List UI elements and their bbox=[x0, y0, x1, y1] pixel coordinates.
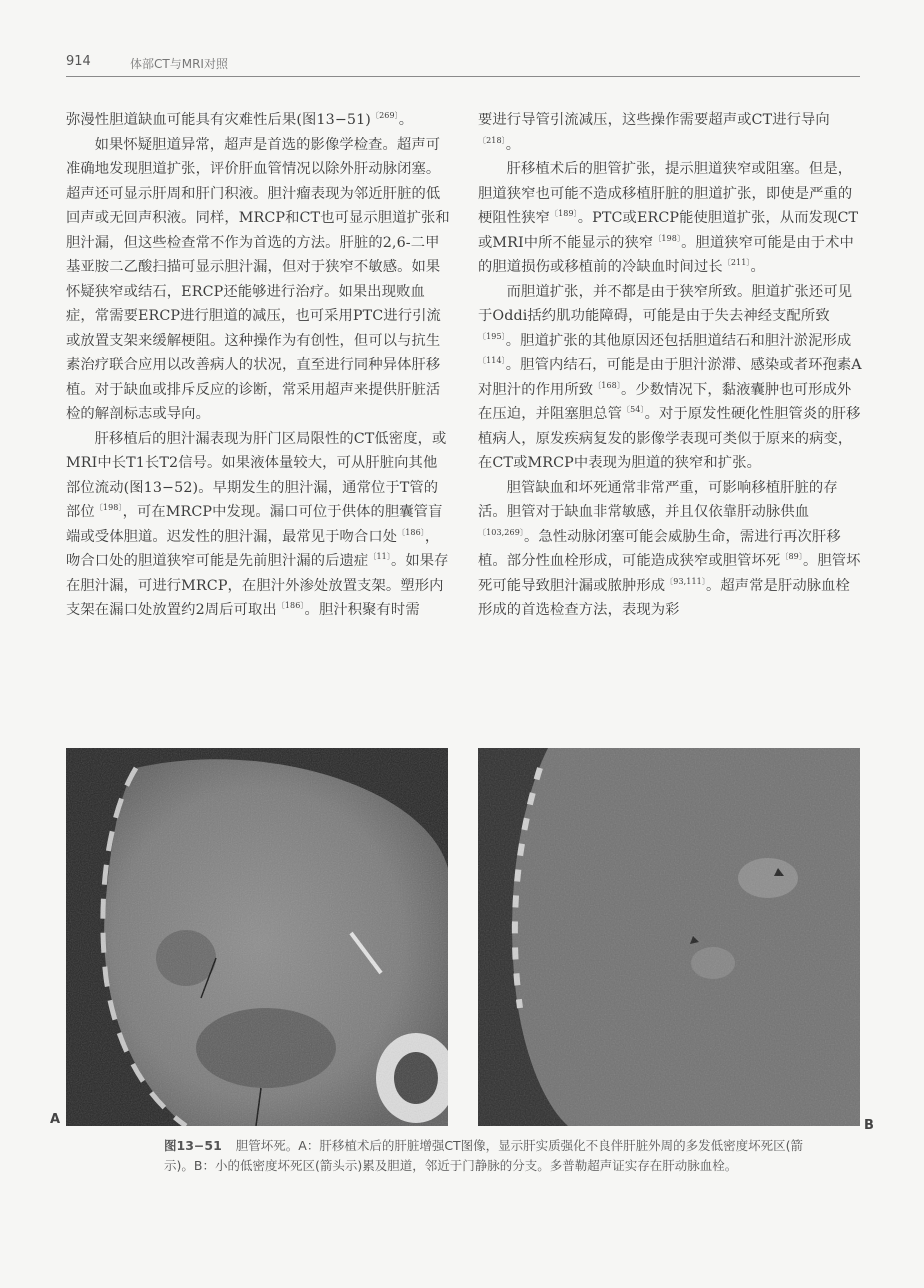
page-header bbox=[66, 54, 860, 77]
right-column bbox=[478, 108, 862, 623]
ct-image-a bbox=[66, 748, 448, 1126]
ct-image-b-graphic bbox=[478, 748, 860, 1126]
paragraph: 如果怀疑胆道异常，超声是首选的影像学检查。超声可准确地发现胆道扩张，评价肝血管情况以除外肝动脉闭塞。超声还可显示肝周和肝门积液。胆汁瘤表现为邻近肝脏的低回声或无回声积液。同样，MRCP和CT也可显示胆道扩张和胆汁漏，但这些检查常不作为首选的方法。肝脏的2,6-二甲基亚胺二乙酸扫描可显示胆汁漏，但对于狭窄不敏感。如果怀疑狭窄或结石，ERCP还能够进行治疗。如果出现败血症，常需要ERCP进行胆道的减压，也可采用PTC进行引流或放置支架来缓解梗阻。这种操作为有创性，但可以与抗生素治疗联合应用以改善病人的状况，直至进行同种异体肝移植。对于缺血或排斥反应的诊断，常采用超声来提供肝脏活检的解剖标志或导向。 bbox=[66, 136, 450, 422]
figure-caption bbox=[164, 1136, 804, 1176]
left-column bbox=[66, 108, 450, 623]
ct-image-b bbox=[478, 748, 860, 1126]
caption-number: 图13−51 bbox=[164, 1138, 222, 1153]
ct-image-a-graphic bbox=[66, 748, 448, 1126]
paragraph: 胆管缺血和坏死通常非常严重，可影响移植肝脏的存活。胆管对于缺血非常敏感，并且仅依靠肝动脉供血$^{〔103,269〕}$。急性动脉闭塞可能会威胁生命，需进行再次肝移植。部分性血栓形成，可能造成狭窄或胆管坏死$^{〔89〕}$。胆管坏死可能导致胆汁漏或脓肿形成$^{〔93,111〕}$。超声常是肝动脉血栓形成的首选检查方法，表现为彩 bbox=[478, 479, 861, 618]
running-title: 体部CT与MRI对照 bbox=[130, 57, 228, 71]
caption-text: 胆管坏死。A：肝移植术后的肝脏增强CT图像，显示肝实质强化不良伴肝脏外周的多发低密度坏死区(箭示)。B：小的低密度坏死区(箭头示)累及胆道，邻近于门静脉的分支。多普勒超声证实存在肝动脉血栓。 bbox=[164, 1138, 804, 1173]
figure-label-a: A bbox=[50, 1112, 61, 1127]
paragraph: 弥漫性胆道缺血可能具有灾难性后果(图13−51)$^{〔269〕}$。 bbox=[66, 111, 414, 128]
paragraph: 肝移植后的胆汁漏表现为肝门区局限性的CT低密度，或MRI中长T1长T2信号。如果液体量较大，可从肝脏向其他部位流动(图13−52)。早期发生的胆汁漏，通常位于T管的部位$^{〔198〕}$，可在MRCP中发现。漏口可位于供体的胆囊管盲端或受体胆道。迟发性的胆汁漏，最常见于吻合口处$^{〔186〕}$，吻合口处的胆道狭窄可能是先前胆汁漏的后遗症$^{〔11〕}$。如果存在胆汁漏，可进行MRCP，在胆汁外渗处放置支架。塑形内支架在漏口处放置约2周后可取出$^{〔186〕}$。胆汁积聚有时需 bbox=[66, 430, 449, 618]
paragraph: 肝移植术后的胆管扩张，提示胆道狭窄或阻塞。但是，胆道狭窄也可能不造成移植肝脏的胆道扩张，即使是严重的梗阻性狭窄$^{〔189〕}$。PTC或ERCP能使胆道扩张，从而发现CT或MRI中所不能显示的狭窄$^{〔198〕}$。胆道狭窄可能是由于术中的胆道损伤或移植前的冷缺血时间过长$^{〔211〕}$。 bbox=[478, 161, 859, 275]
figure-label-b: B bbox=[864, 1118, 874, 1133]
paragraph: 要进行导管引流减压，这些操作需要超声或CT进行导向$^{〔218〕}$。 bbox=[478, 112, 830, 153]
page-number: 914 bbox=[66, 54, 91, 69]
paragraph: 而胆道扩张，并不都是由于狭窄所致。胆道扩张还可见于Oddi括约肌功能障碍，可能是由于失去神经支配所致$^{〔195〕}$。胆道扩张的其他原因还包括胆道结石和胆汁淤泥形成$^{〔114〕}$。胆管内结石，可能是由于胆汁淤滞、感染或者环孢素A对胆汁的作用所致$^{〔168〕}$。少数情况下，黏液囊肿也可形成外在压迫，并阻塞胆总管$^{〔54〕}$。对于原发性硬化性胆管炎的肝移植病人，原发疾病复发的影像学表现可类似于原来的病变，在CT或MRCP中表现为胆道的狭窄和扩张。 bbox=[478, 283, 862, 471]
